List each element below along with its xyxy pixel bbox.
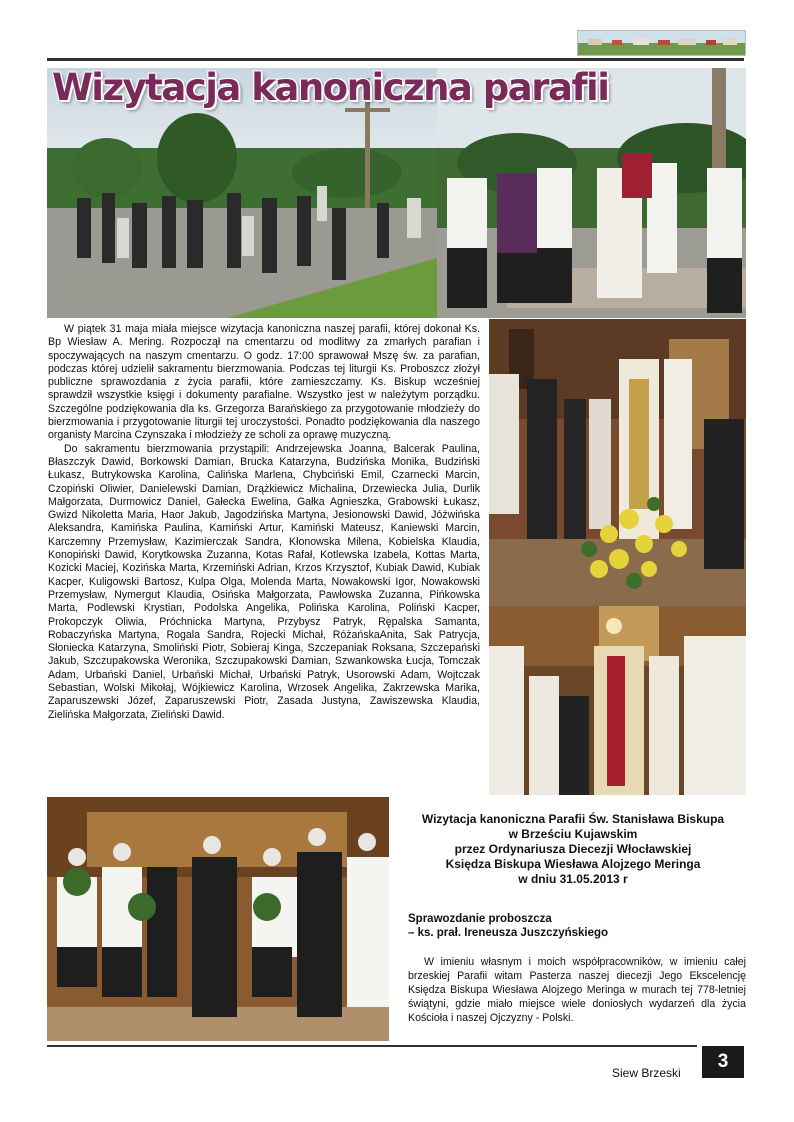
photo-bishop-speech [489, 606, 746, 795]
report-title: Sprawozdanie proboszcza [408, 913, 552, 925]
article-body [48, 323, 480, 722]
caption-line-4: Księdza Biskupa Wiesława Alojzego Meringa [445, 857, 701, 871]
caption-line-5: w dniu 31.05.2013 r [518, 872, 628, 886]
page-number: 3 [702, 1046, 744, 1078]
report-heading [408, 912, 608, 940]
article-paragraph-confirmands: Do sakramentu bierzmowania przystąpili: Andrzejewska Joanna, Balcerak Paulina, Błaszczyk Dawid, Borkowski Damian, Brucka Katarzyna, Budzińska Monika, Budziński Łukasz, Butrykowska Karolina, Calińska Marlena, Chybciński Emil, Czarnecki Marcin, Czopiński Oliwier, Danielewski Damian, Drążkiewicz Michalina, Drzewiecka Julia, Durlik Małgorzata, Durmowicz Daniel, Gałecka Ewelina, Gałka Agnieszka, Grabowski Łukasz, Gwizd Nikoletta Maria, Haor Jakub, Jagodzińska Martyna, Jesionowski Dawid, Jóźwińska Aleksandra, Kamińska Paulina, Kamiński Artur, Kamiński Mateusz, Kaniewski Marcin, Karczemny Przemysław, Kazimierczak Sandra, Kłonowska Milena, Kobielska Klaudia, Konopiński Dawid, Korytkowska Zuzanna, Kotas Rafał, Kotlewska Izabela, Kottas Marta, Kozicki Maciej, Kozińska Marta, Krzemiński Adrian, Krzos Krzysztof, Kubiak Dawid, Kubiak Kacper, Kuligowski Bartosz, Kulpa Olga, Molenda Marta, Nowakowski Igor, Nowakowski Przemysław, Nymergut Klaudia, Osińska Małgorzata, Pawłowska Zuzanna, Pińkowska Marta, Podlewski Krystian, Podolska Angelika, Polińska Karolina, Poliński Kacper, Prokopczyk Oliwia, Próchnicka Martyna, Przybysz Patryk, Rępalska Samanta, Robaczyńska Martyna, Rogala Sandra, Rojecki Michał, RóżańskaAnita, Sak Patrycja, Słoniecka Katarzyna, Smoliński Piotr, Sobieraj Kinga, Szczepaniak Roksana, Szczepański Jakub, Szczupakowska Weronika, Szczupakowski Damian, Szwankowska Łucja, Tomczak Adam, Urbański Daniel, Urbański Michał, Urbański Patryk, Usorowski Adam, Wojtczak Sebastian, Wolski Mikołaj, Wójkiewicz Karolina, Wrzosek Angelika, Zakrzewska Marika, Zaparuszewski Józef, Zaparuszewski Piotr, Zasada Justyna, Zawiszewska Klaudia, Zielińska Małgorzata, Zieliński Dawid. [48, 442, 480, 721]
report-intro-paragraph: W imieniu własnym i moich współpracowników, w imieniu całej brzeskiej Parafii witam Pasterza naszej diecezji Jego Ekscelencję Księdza Biskupa Wiesława Alojzego Meringa w murach tej 778-letniej świątyni, gdzie miało miejsce wiele doniosłych wydarzeń dla życia Kościoła i naszej Ojczyzny - Polski. [408, 956, 746, 1024]
header-rule [47, 58, 744, 61]
photo-confirmands-group [47, 797, 389, 1041]
header-village-photo [577, 30, 746, 56]
footer-rule [47, 1045, 697, 1047]
report-intro [408, 955, 746, 1025]
page-title: Wizytacja kanoniczna parafii [52, 66, 609, 109]
publication-name: Siew Brzeski [612, 1066, 681, 1080]
event-caption [397, 812, 749, 887]
caption-line-2: w Brześciu Kujawskim [508, 827, 638, 841]
article-paragraph-intro: W piątek 31 maja miała miejsce wizytacja kanoniczna naszej parafii, której dokonał Ks. Bp Wiesław A. Mering. Rozpoczął na cmentarzu od modlitwy za zmarłych parafian i spoczywających na naszym cmentarzu. O godz. 17:00 sprawował Mszę św. za parafian, podczas której udzielił sakramentu bierzmowania. Podczas tej liturgii Ks. Proboszcz złożył publiczne sprawozdania z życia parafii, które zamieszczamy. Ks. Biskup wcześniej sprawdził wszystkie księgi i dokumenty parafialne. Wszystko jest w należytym porządku. Szczególne podziękowania dla ks. Grzegorza Barańskiego za przygotowanie młodzieży do bierzmowania i przygotowanie liturgii tej uroczystości. Ponadto podziękowania dla naszego organisty Marcina Czynszaka i młodzieży ze scholi za oprawę muzyczną. [48, 323, 480, 442]
caption-line-3: przez Ordynariusza Diecezji Włocławskiej [454, 842, 692, 856]
caption-line-1: Wizytacja kanoniczna Parafii Św. Stanisława Biskupa [421, 812, 725, 826]
photo-confirmation-church [489, 319, 746, 606]
report-author: – ks. prał. Ireneusza Juszczyńskiego [408, 927, 609, 939]
